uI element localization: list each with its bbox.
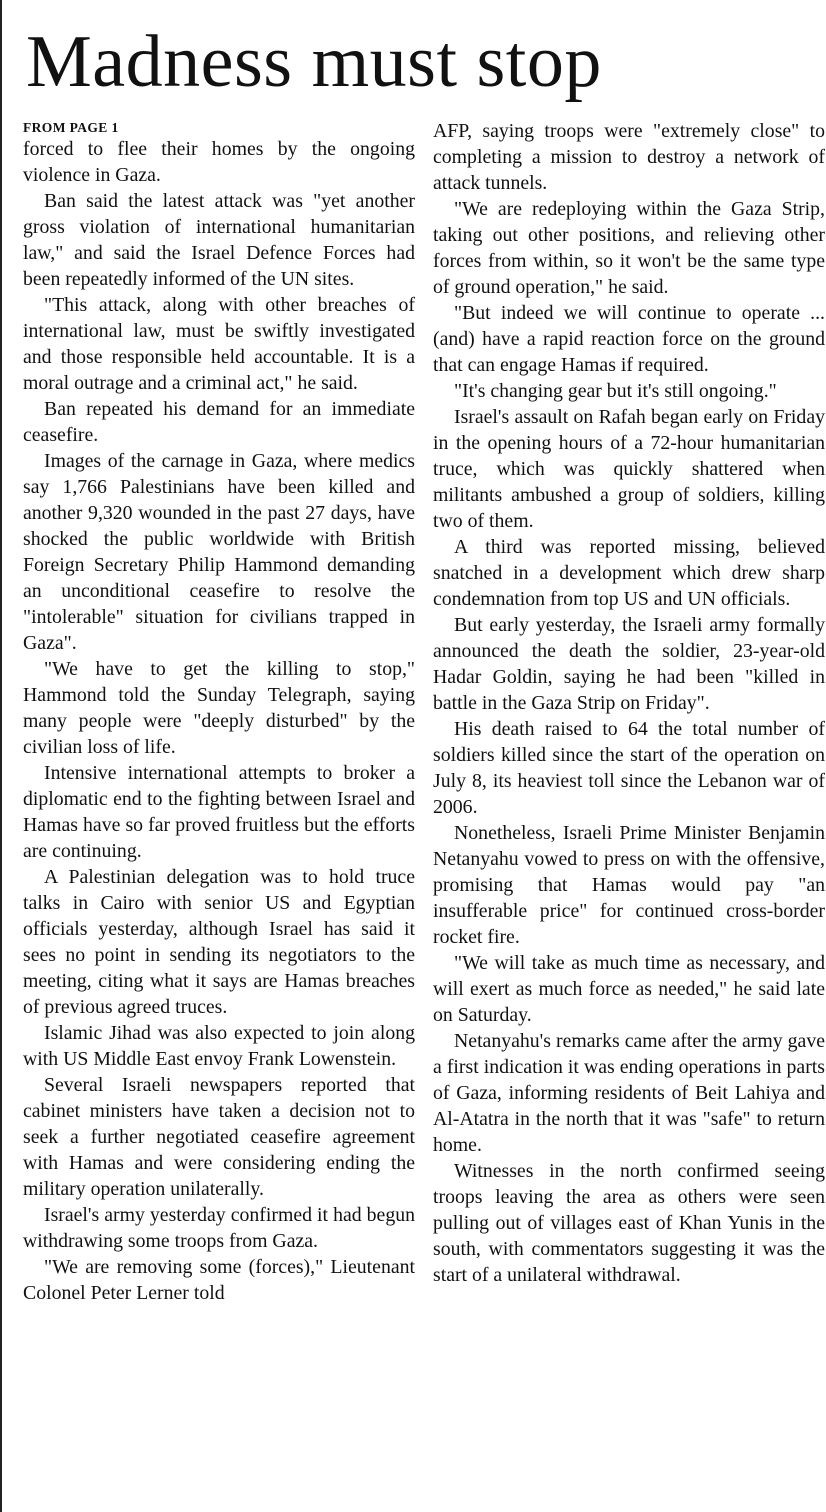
article-headline: Madness must stop <box>26 21 602 103</box>
continuation-label: FROM PAGE 1 <box>23 120 119 135</box>
article-paragraph: Islamic Jihad was also expected to join along with US Middle East envoy Frank Lowenstein. <box>23 1022 415 1070</box>
article-column-right <box>433 118 825 1288</box>
article-paragraph: "This attack, along with other breaches of international law, must be swiftly investigated and those responsible held accountable. It is a moral outrage and a criminal act," he said. <box>23 294 415 394</box>
article-paragraph: A third was reported missing, believed snatched in a development which drew sharp condemnation from top US and UN officials. <box>433 536 825 610</box>
article-paragraph: Ban repeated his demand for an immediate ceasefire. <box>23 398 415 446</box>
article-paragraph: "We are removing some (forces)," Lieutenant Colonel Peter Lerner told <box>23 1256 415 1304</box>
article-paragraph: "We are redeploying within the Gaza Strip, taking out other positions, and relieving other forces from within, so it won't be the same type of ground operation," he said. <box>433 198 825 298</box>
article-paragraph: Israel's assault on Rafah began early on Friday in the opening hours of a 72-hour humanitarian truce, which was quickly shattered when militants ambushed a group of soldiers, killing two of them. <box>433 406 825 532</box>
article-paragraph: Ban said the latest attack was "yet another gross violation of international humanitarian law," and said the Israel Defence Forces had been repeatedly informed of the UN sites. <box>23 190 415 290</box>
article-paragraph: But early yesterday, the Israeli army formally announced the death the soldier, 23-year-old Hadar Goldin, saying he had been "killed in battle in the Gaza Strip on Friday". <box>433 614 825 714</box>
article-paragraph: Images of the carnage in Gaza, where medics say 1,766 Palestinians have been killed and another 9,320 wounded in the past 27 days, have shocked the public worldwide with British Foreign Secretary Philip Hammond demanding an unconditional ceasefire to resolve the "intolerable" situation for civilians trapped in Gaza". <box>23 450 415 654</box>
article-column-left <box>23 118 415 1306</box>
article-paragraph: Several Israeli newspapers reported that cabinet ministers have taken a decision not to seek a further negotiated ceasefire agreement with Hamas and were considering ending the military operation unilaterally. <box>23 1074 415 1200</box>
article-paragraph: Israel's army yesterday confirmed it had begun withdrawing some troops from Gaza. <box>23 1204 415 1252</box>
article-paragraph: Witnesses in the north confirmed seeing troops leaving the area as others were seen pulling out of villages east of Khan Yunis in the south, with commentators suggesting it was the start of a unilateral withdrawal. <box>433 1160 825 1286</box>
article-paragraph: "It's changing gear but it's still ongoing." <box>454 380 777 402</box>
article-paragraph: forced to flee their homes by the ongoing violence in Gaza. <box>23 138 415 186</box>
article-paragraph: "But indeed we will continue to operate ... (and) have a rapid reaction force on the ground that can engage Hamas if required. <box>433 302 825 376</box>
article-paragraph: AFP, saying troops were "extremely close" to completing a mission to destroy a network of attack tunnels. <box>433 120 825 194</box>
article-paragraph: "We have to get the killing to stop," Hammond told the Sunday Telegraph, saying many people were "deeply disturbed" by the civilian loss of life. <box>23 658 415 758</box>
article-paragraph: "We will take as much time as necessary, and will exert as much force as needed," he said late on Saturday. <box>433 952 825 1026</box>
article-paragraph: His death raised to 64 the total number of soldiers killed since the start of the operation on July 8, its heaviest toll since the Lebanon war of 2006. <box>433 718 825 818</box>
article-paragraph: A Palestinian delegation was to hold truce talks in Cairo with senior US and Egyptian officials yesterday, although Israel has said it sees no point in sending its negotiators to the meeting, citing what it says are Hamas breaches of previous agreed truces. <box>23 866 415 1018</box>
article-paragraph: Intensive international attempts to broker a diplomatic end to the fighting between Israel and Hamas have so far proved fruitless but the efforts are continuing. <box>23 762 415 862</box>
article-paragraph: Nonetheless, Israeli Prime Minister Benjamin Netanyahu vowed to press on with the offensive, promising that Hamas would pay "an insufferable price" for continued cross-border rocket fire. <box>433 822 825 948</box>
article-paragraph: Netanyahu's remarks came after the army gave a first indication it was ending operations in parts of Gaza, informing residents of Beit Lahiya and Al-Atatra in the north that it was "safe" to return home. <box>433 1030 825 1156</box>
